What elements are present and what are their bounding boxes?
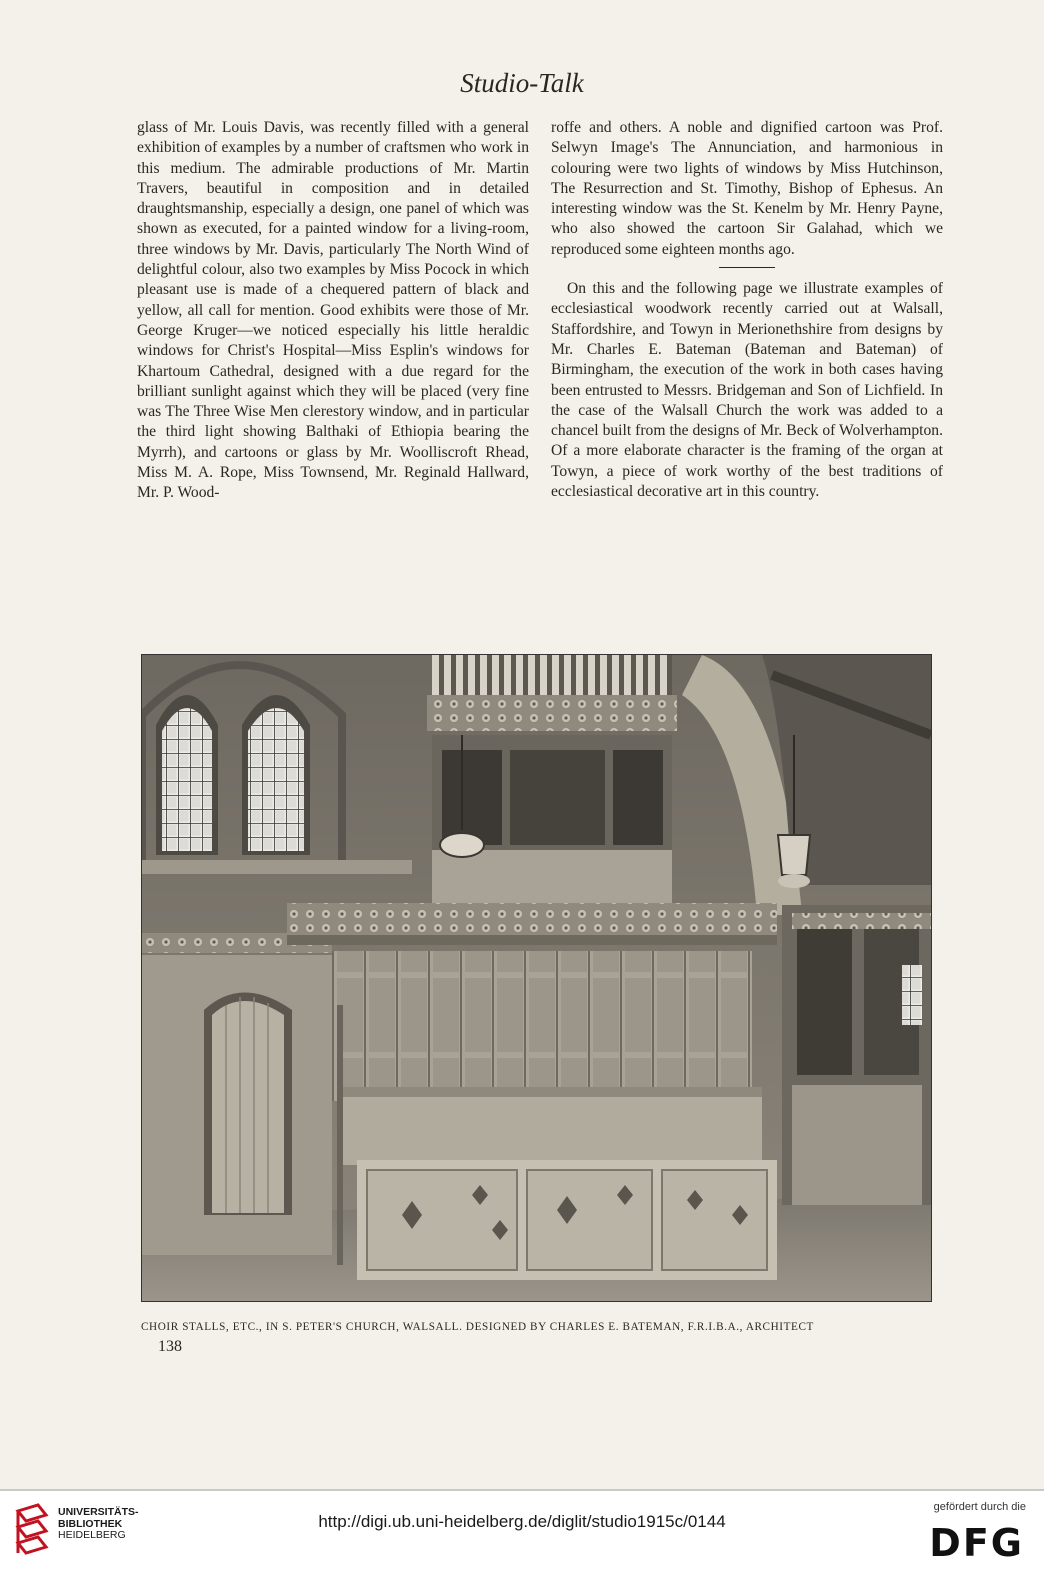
- choir-stalls-photograph: [141, 654, 932, 1302]
- running-head: Studio-Talk: [460, 68, 584, 98]
- left-paragraph: glass of Mr. Louis Davis, was recently filled with a general exhibition of examples by a number of craftsmen who work in this medium. The admirable productions of Mr. Martin Travers, beautiful in composition and in detailed draughtsmanship, especially a design, one panel of which was shown as executed, for a painted window for a living-room, three windows by Mr. Davis, particularly The North Wind of delightful colour, also two examples by Miss Pocock in which pleasant use is made of a chequered pattern of black and yellow, all call for mention. Good exhibits were those of Mr. George Kruger—we noticed especially his little heraldic windows for Christ's Hospital—Miss Esplin's windows for Khartoum Cathedral, designed with a due regard for the brilliant sunlight against which they will be placed (very fine was The Three Wise Men clerestory window, and in particular the third light showing Balthaki of Ethiopia bearing the Myrrh), and cartoons or glass by Mr. Woolliscroft Rhead, Miss M. A. Rope, Miss Townsend, Mr. Reginald Hallward, Mr. P. Wood-: [137, 119, 529, 502]
- figure-caption: CHOIR STALLS, ETC., IN S. PETER'S CHURCH, WALSALL. DESIGNED BY CHARLES E. BATEMAN, F.R.I.B.A., ARCHITECT: [141, 1321, 814, 1333]
- dfg-logo: DFG: [929, 1521, 1024, 1565]
- right-column: [551, 118, 943, 502]
- footer-divider: [0, 1489, 1044, 1491]
- library-line-2: BIBLIOTHEK: [58, 1517, 123, 1530]
- left-column: [137, 118, 529, 504]
- digitization-footer: [0, 1489, 1044, 1576]
- right-paragraph-2: On this and the following page we illustrate examples of ecclesiastical woodwork recently carried out at Walsall, Staffordshire, and Towyn in Merionethshire from designs by Mr. Charles E. Bateman (Bateman and Bateman) of Birmingham, the execution of the work in both cases having been entrusted to Messrs. Bridgeman and Son of Lichfield. In the case of the Walsall Church the work was added to a chancel built from the designs of Mr. Beck of Wolverhampton. Of a more elaborate character is the framing of the organ at Towyn, a piece of work worthy of the best traditions of ecclesiastical decorative art in this country.: [551, 280, 943, 501]
- permalink-url[interactable]: http://digi.ub.uni-heidelberg.de/diglit/studio1915c/0144: [318, 1512, 726, 1531]
- library-line-1: UNIVERSITÄTS-: [58, 1506, 139, 1518]
- right-paragraph-1: roffe and others. A noble and dignified cartoon was Prof. Selwyn Image's The Annunciation, and harmonious in colouring were two lights of windows by Miss Hutchinson, The Resurrection and St. Timothy, Bishop of Ephesus. An interesting window was the St. Kenelm by Mr. Henry Payne, who also showed the cartoon Sir Galahad, which we reproduced some eighteen months ago.: [551, 119, 943, 258]
- page-number: 138: [158, 1338, 182, 1355]
- funder-note: gefördert durch die: [933, 1501, 1026, 1513]
- section-divider: [719, 267, 775, 268]
- library-line-3: HEIDELBERG: [58, 1529, 126, 1541]
